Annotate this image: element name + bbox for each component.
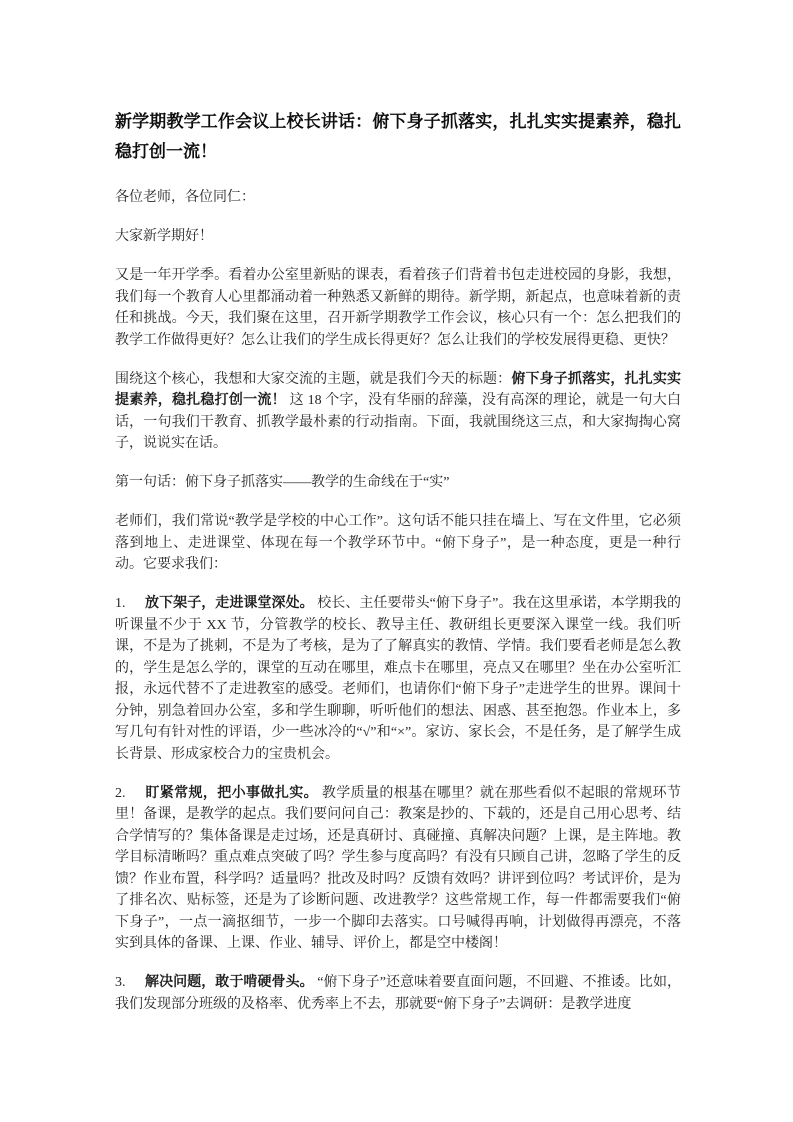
list-item-2-number: 2. bbox=[115, 785, 126, 801]
paragraph-opening: 又是一年开学季。看着办公室里新贴的课表，看着孩子们背着书包走进校园的身影，我想，我们每一个教育人心里都涌动着一种熟悉又新鲜的期待。新学期，新起点，也意味着新的责任和挑战。今天，我们聚在这里，召开新学期教学工作会议，核心只有一个：怎么把我们的教学工作做得更好？怎么让我们的学生成长得更好？怎么让我们的学校发展得更稳、更快？ bbox=[115, 268, 681, 348]
list-item-1 bbox=[115, 593, 681, 765]
section1-heading: 第一句话：俯下身子抓落实——教学的生命线在于“实” bbox=[115, 475, 450, 490]
list-item-3-number: 3. bbox=[115, 975, 126, 990]
list-item-2-lead: 盯紧常规，把小事做扎实。 bbox=[145, 785, 318, 801]
list-item-3 bbox=[115, 972, 681, 1015]
paragraph-section1-intro: 老师们，我们常说“教学是学校的中心工作”。这句话不能只挂在墙上、写在文件里，它必须落到地上、走进课堂、体现在每一个教学环节中。“俯下身子”，是一种态度，更是一种行动。它要求我们： bbox=[115, 514, 681, 572]
list-item-1-number: 1. bbox=[115, 596, 126, 611]
list-item-1-lead: 放下架子，走进课堂深处。 bbox=[145, 596, 314, 611]
paragraph-theme-key-phrase: 俯下身子抓落实，扎扎实实提素养，稳扎稳打创一流！ bbox=[115, 371, 682, 408]
greeting: 大家新学期好！ bbox=[115, 229, 213, 244]
document-title: 新学期教学工作会议上校长讲话：俯下身子抓落实，扎扎实实提素养，稳扎稳打创一流！ bbox=[115, 112, 681, 161]
paragraph-theme-post: 这 18 个字，没有华丽的辞藻，没有高深的理论，就是一句大白话，一句我们干教育、抓教学最朴素的行动指南。下面，我就围绕这三点，和大家掏掏心窝子，说说实在话。 bbox=[115, 393, 682, 451]
salutation: 各位老师，各位同仁： bbox=[115, 190, 255, 205]
list-item-3-body: “俯下身子”还意味着要直面问题，不回避、不推诿。比如，我们发现部分班级的及格率、优秀率上不去，那就要“俯下身子”去调研：是教学进度 bbox=[115, 975, 681, 1012]
list-item-2 bbox=[115, 783, 681, 955]
list-item-3-lead: 解决问题，敢于啃硬骨头。 bbox=[145, 975, 314, 990]
paragraph-theme-pre: 围绕这个核心，我想和大家交流的主题，就是我们今天的标题： bbox=[115, 371, 512, 387]
list-item-1-body: 校长、主任要带头“俯下身子”。我在这里承诺，本学期我的听课量不少于 XX 节，分管教学的校长、教导主任、教研组长更要深入课堂一线。我们听课，不是为了挑刺，不是为了考核，是为了了解真实的教情、学情。我们要看老师是怎么教的，学生是怎么学的，课堂的互动在哪里，难点卡在哪里，亮点又在哪里？坐在办公室听汇报，永远代替不了走进教室的感受。老师们，也请你们“俯下身子”走进学生的世界。课间十分钟，别急着回办公室，多和学生聊聊，听听他们的想法、困惑、甚至抱怨。作业本上，多写几句有针对性的评语，少一些冰冷的“√”和“×”。家访、家长会，不是任务，是了解学生成长背景、形成家校合力的宝贵机会。 bbox=[115, 596, 681, 762]
list-item-2-body: 教学质量的根基在哪里？就在那些看似不起眼的常规环节里！备课，是教学的起点。我们要问问自己：教案是抄的、下载的，还是自己用心思考、结合学情写的？集体备课是走过场，还是真研讨、真碰撞、真解决问题？上课，是主阵地。教学目标清晰吗？重点难点突破了吗？学生参与度高吗？有没有只顾自己讲，忽略了学生的反馈？作业布置，科学吗？适量吗？批改及时吗？反馈有效吗？讲评到位吗？考试评价，是为了排名次、贴标签，还是为了诊断问题、改进教学？这些常规工作，每一件都需要我们“俯下身子”，一点一滴抠细节，一步一个脚印去落实。口号喊得再响，计划做得再漂亮，不落实到具体的备课、上课、作业、辅导、评价上，都是空中楼阁！ bbox=[115, 785, 682, 951]
paragraph-theme bbox=[115, 369, 681, 455]
